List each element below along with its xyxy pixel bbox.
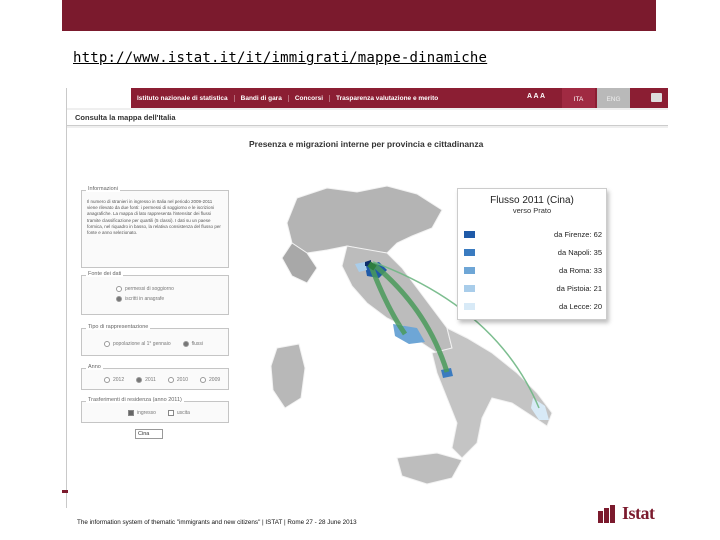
istat-logo-text: Istat	[622, 503, 655, 523]
checkbox-icon	[168, 410, 174, 416]
source-panel	[81, 271, 229, 315]
source-option-permessi[interactable]: permessi di soggiorno	[82, 284, 228, 294]
year-option-2010[interactable]: 2010	[162, 375, 194, 385]
representation-panel	[81, 324, 229, 356]
radio-icon	[104, 377, 110, 383]
nav-item-concorsi[interactable]: Concorsi	[289, 95, 330, 102]
legend-row-napoli: da Napoli: 35	[464, 245, 602, 259]
year-panel	[81, 364, 229, 390]
citizenship-select[interactable]: Cina	[135, 429, 163, 439]
radio-icon	[168, 377, 174, 383]
rep-option-popolazione[interactable]: popolazione al 1° gennaio	[82, 339, 177, 349]
transfer-panel	[81, 397, 229, 423]
radio-icon	[116, 286, 122, 292]
nav-item-trasparenza[interactable]: Trasparenza valutazione e merito	[336, 94, 439, 102]
year-option-2009[interactable]: 2009	[194, 375, 226, 385]
legend-swatch	[464, 303, 475, 310]
map-region-sicily	[397, 453, 462, 484]
slide-footer: The information system of thematic "immigrants and new citizens" | ISTAT | Rome 27 - 28 June 2013	[77, 519, 357, 526]
istat-logo-icon	[598, 505, 620, 523]
site-nav	[67, 88, 668, 108]
url-link[interactable]: http://www.istat.it/it/immigrati/mappe-dinamiche	[73, 50, 488, 66]
map-content	[67, 128, 668, 508]
rep-option-flussi[interactable]: flussi	[177, 339, 209, 349]
flow-arrow-firenze	[369, 264, 375, 268]
radio-icon	[183, 341, 189, 347]
page-subheader	[67, 110, 668, 126]
nav-item-istat[interactable]: Istituto nazionale di statistica	[131, 95, 235, 102]
legend-swatch	[464, 249, 475, 256]
map-title: Presenza e migrazioni interne per provincia e cittadinanza	[249, 139, 484, 149]
flow-legend-subtitle: verso Prato	[512, 206, 552, 215]
transfer-option-uscita[interactable]: uscita	[162, 408, 196, 418]
year-option-2011[interactable]: 2011	[130, 375, 162, 385]
map-region-sardinia	[271, 344, 305, 408]
legend-row-lecce: da Lecce: 20	[464, 299, 602, 313]
legend-row-firenze: da Firenze: 62	[464, 227, 602, 241]
lang-ita-button[interactable]: ITA	[562, 88, 595, 108]
website-screenshot	[66, 88, 668, 508]
transfer-option-ingresso[interactable]: ingresso	[122, 408, 162, 418]
nav-item-bandi[interactable]: Bandi di gara	[235, 95, 289, 102]
flow-legend-title: Flusso 2011 (Cina)	[490, 195, 574, 206]
accent-marker	[62, 490, 68, 493]
year-legend: Anno	[88, 364, 101, 370]
radio-icon	[116, 296, 122, 302]
source-legend: Fonte dei dati	[88, 271, 122, 277]
info-panel	[81, 186, 229, 268]
year-option-2012[interactable]: 2012	[98, 375, 130, 385]
top-banner	[62, 0, 656, 31]
legend-swatch	[464, 285, 475, 292]
transfer-legend: Trasferimenti di residenza (anno 2011)	[88, 397, 182, 403]
legend-swatch	[464, 231, 475, 238]
info-legend: Informazioni	[88, 186, 118, 192]
legend-swatch	[464, 267, 475, 274]
radio-icon	[200, 377, 206, 383]
representation-legend: Tipo di rappresentazione	[88, 324, 149, 330]
source-option-iscritti[interactable]: iscritti in anagrafe	[82, 294, 228, 304]
legend-row-pistoia: da Pistoia: 21	[464, 281, 602, 295]
info-text: Il numero di stranieri in ingresso in Italia nel periodo 2009-2011 viene rilevato da due fonti: i permessi di soggiorno e le iscrizioni anagrafiche. La mappa di lato rappresenta l'intensita' dei flussi tramite classificazione per quartili (5 classi). I dati su un paese formica, nel riquadro in basso, la relativa consistenza del flusso per fonte e anno selezionato.	[87, 199, 221, 236]
flow-legend	[457, 188, 607, 320]
subheader-title: Consulta la mappa dell'Italia	[75, 113, 176, 122]
font-size-controls[interactable]: A A A	[527, 93, 546, 100]
legend-row-roma: da Roma: 33	[464, 263, 602, 277]
lang-eng-button[interactable]: ENG	[597, 88, 630, 108]
radio-icon	[104, 341, 110, 347]
radio-icon	[136, 377, 142, 383]
istat-logo	[598, 503, 655, 524]
checkbox-icon	[128, 410, 134, 416]
print-icon[interactable]	[651, 93, 662, 102]
map-region-north	[287, 186, 442, 253]
